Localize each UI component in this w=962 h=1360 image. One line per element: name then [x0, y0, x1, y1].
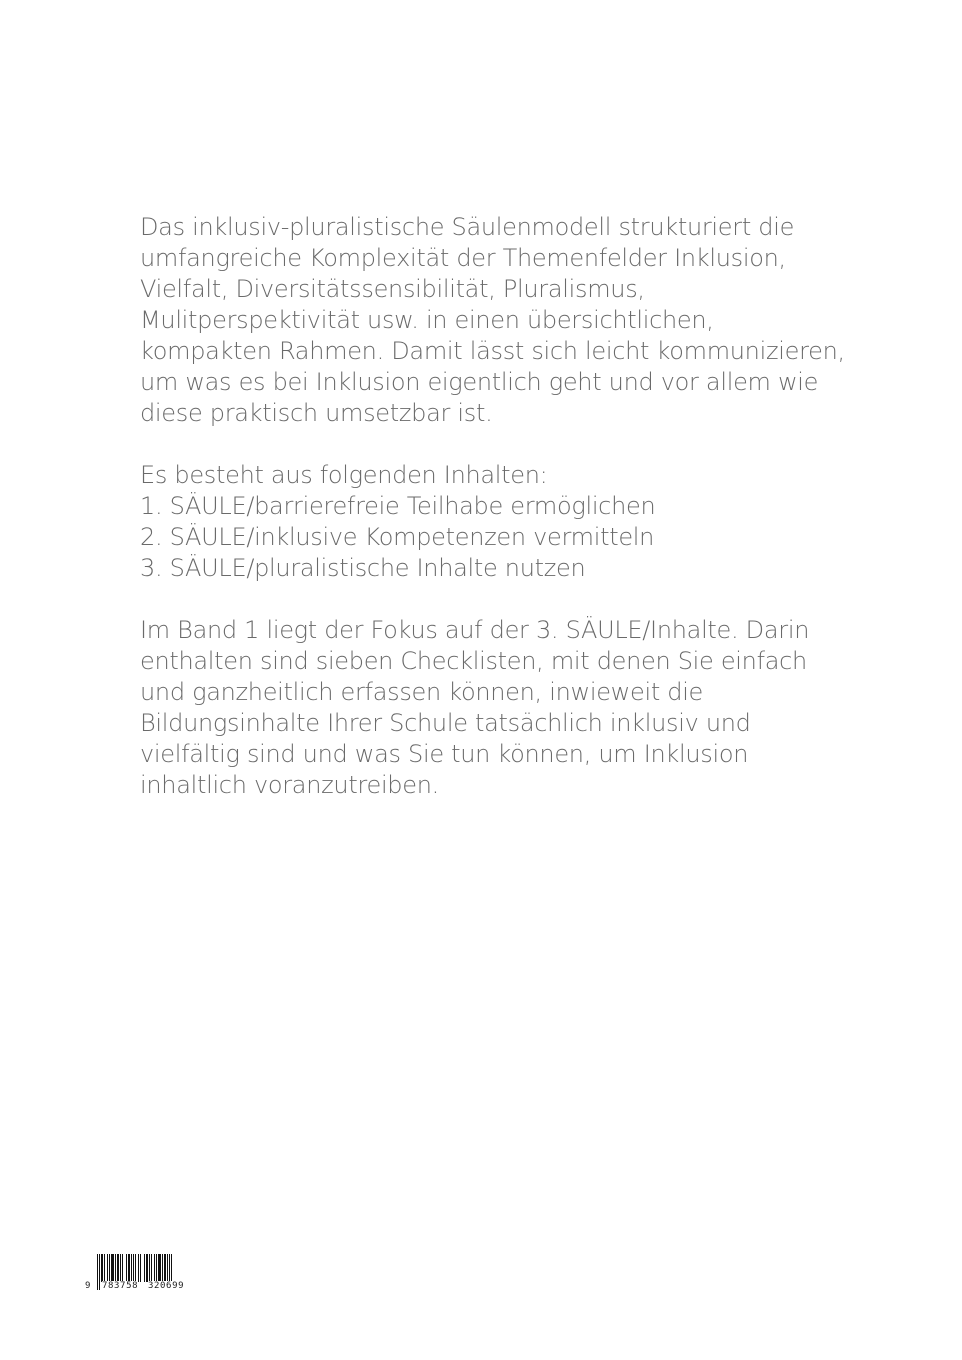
- text-line: Das inklusiv-pluralistische Säulenmodell strukturiert die: [140, 213, 795, 241]
- barcode-bar: [158, 1254, 161, 1282]
- text-line: Im Band 1 liegt der Fokus auf der 3. SÄULE/Inhalte. Darin: [140, 616, 810, 644]
- barcode-bar: [146, 1254, 148, 1282]
- text-line: Bildungsinhalte Ihrer Schule tatsächlich inklusiv und: [140, 709, 751, 737]
- barcode-bar: [126, 1254, 127, 1282]
- list-item: 2. SÄULE/inklusive Kompetenzen vermitteln: [140, 523, 655, 551]
- text-line: enthalten sind sieben Checklisten, mit denen Sie einfach: [140, 647, 807, 675]
- text-line: umfangreiche Komplexität der Themenfelder Inklusion,: [140, 244, 786, 272]
- barcode-left-digits: 783758: [102, 1281, 139, 1291]
- barcode-right-digits: 320699: [148, 1281, 185, 1291]
- text-line: Vielfalt, Diversitätssensibilität, Pluralismus,: [140, 275, 645, 303]
- text-line: um was es bei Inklusion eigentlich geht und vor allem wie: [140, 368, 819, 396]
- barcode-bar: [164, 1254, 166, 1282]
- barcode-first-digit: 9: [85, 1281, 92, 1291]
- barcode-bar: [120, 1254, 121, 1282]
- barcode-bar: [104, 1254, 105, 1282]
- barcode-bar: [162, 1254, 163, 1282]
- barcode-bar: [99, 1254, 100, 1290]
- barcode-bar: [115, 1254, 116, 1282]
- text-line: vielfältig sind und was Sie tun können, um Inklusion: [140, 740, 749, 768]
- barcode-bar: [156, 1254, 157, 1282]
- text-line: und ganzheitlich erfassen können, inwieweit die: [140, 678, 704, 706]
- text-line: kompakten Rahmen. Damit lässt sich leicht kommunizieren,: [140, 337, 845, 365]
- barcode-bar: [149, 1254, 150, 1282]
- text-line: diese praktisch umsetzbar ist.: [140, 399, 493, 427]
- barcode-bar: [128, 1254, 130, 1282]
- barcode-bar: [97, 1254, 98, 1290]
- barcode-bar: [154, 1254, 155, 1282]
- barcode-bar: [151, 1254, 152, 1282]
- text-line: Mulitperspektivität usw. in einen übersichtlichen,: [140, 306, 714, 334]
- list-item: 3. SÄULE/pluralistische Inhalte nutzen: [140, 554, 586, 582]
- barcode-bar: [101, 1254, 103, 1282]
- blurb-text: [140, 212, 860, 832]
- text-line: inhaltlich voranzutreiben.: [140, 771, 439, 799]
- barcode-bar: [138, 1254, 139, 1282]
- barcode-bar: [111, 1254, 114, 1282]
- barcode-bar: [122, 1254, 123, 1282]
- barcode-bar: [133, 1254, 134, 1282]
- barcode-bar: [117, 1254, 119, 1282]
- barcode-bar: [144, 1254, 145, 1282]
- intro-paragraph: [140, 212, 860, 429]
- list-item: 1. SÄULE/barrierefreie Teilhabe ermöglichen: [140, 492, 656, 520]
- barcode-bar: [140, 1254, 141, 1282]
- text-line: Es besteht aus folgenden Inhalten:: [140, 461, 548, 489]
- barcode-bar: [107, 1254, 108, 1282]
- isbn-barcode: [85, 1254, 220, 1294]
- focus-paragraph: [140, 615, 860, 801]
- barcode-bar: [109, 1254, 110, 1282]
- barcode-bar: [167, 1254, 168, 1282]
- barcode-bar: [131, 1254, 132, 1282]
- contents-paragraph: [140, 460, 860, 584]
